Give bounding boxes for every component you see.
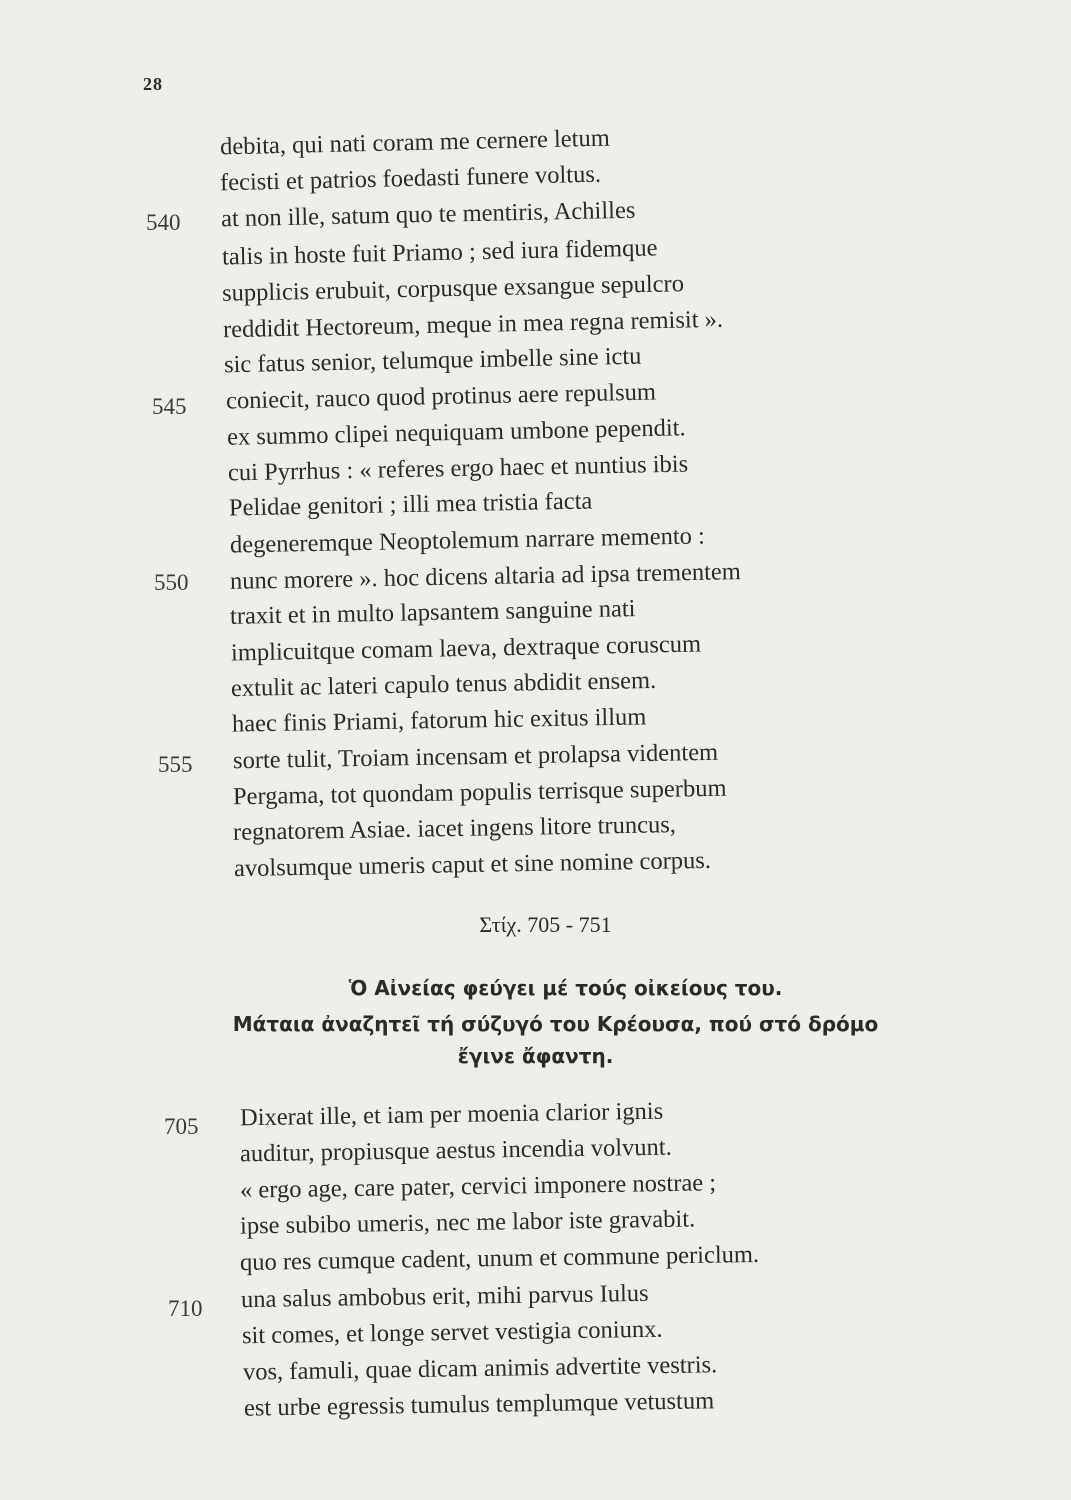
verse-line: debita, qui nati coram me cernere letum [219, 124, 611, 161]
verse-line: cui Pyrrhus : « referes ergo haec et nuntius ibis [227, 450, 689, 487]
greek-summary-line-3: ἔγινε ἄφαντη. [457, 1044, 614, 1068]
verse-line: sorte tulit, Troiam incensam et prolapsa videntem [232, 738, 719, 775]
verse-line: Dixerat ille, et iam per moenia clarior ignis [239, 1097, 664, 1132]
verse-line: reddidit Hectoreum, meque in mea regna remisit ». [222, 305, 724, 344]
verse-line: ex summo clipei nequiquam umbone pependit. [226, 414, 686, 451]
line-number: 545 [152, 394, 187, 419]
greek-summary-line-1: Ὁ Αἰνείας φεύγει μέ τούς οἰκείους του. [348, 976, 783, 1000]
verse-line: regnatorem Asiae. iacet ingens litore truncus, [232, 811, 677, 846]
verse-line: auditur, propiusque aestus incendia volvunt. [239, 1133, 672, 1168]
verse-line: sic fatus senior, telumque imbelle sine ictu [223, 342, 642, 379]
verse-line: quo res cumque cadent, unum et commune periclum. [239, 1240, 760, 1277]
verse-line: est urbe egressis tumulus templumque vetustum [243, 1387, 715, 1422]
verse-line: sit comes, et longe servet vestigia coniunx. [241, 1315, 663, 1350]
page-number: 28 [143, 74, 163, 94]
line-number: 540 [146, 210, 181, 235]
verse-line: Pelidae genitori ; illi mea tristia facta [228, 487, 593, 522]
verse-line: haec finis Priami, fatorum hic exitus illum [231, 703, 647, 738]
verse-line: coniecit, rauco quod protinus aere repulsum [225, 378, 657, 415]
greek-summary-line-2: Μάταια ἀναζητεῖ τή σύζυγό του Κρέουσα, πού στό δρόμο [232, 1012, 879, 1036]
verse-line: vos, famuli, quae dicam animis advertite vestris. [242, 1351, 718, 1386]
verse-line: degeneremque Neoptolemum narrare memento : [229, 522, 706, 559]
verse-line: at non ille, satum quo te mentiris, Achilles [220, 196, 636, 233]
line-number: 710 [168, 1296, 203, 1321]
line-number: 705 [164, 1114, 199, 1139]
verse-line: fecisti et patrios foedasti funere voltus. [219, 160, 602, 197]
verse-line: traxit et in multo lapsantem sanguine nati [229, 595, 636, 630]
verse-line: implicuitque comam laeva, dextraque coruscum [230, 630, 702, 667]
verse-line: Pergama, tot quondam populis terrisque superbum [232, 774, 727, 811]
verse-line: nunc morere ». hoc dicens altaria ad ipsa trementem [229, 558, 742, 595]
line-number: 555 [158, 752, 193, 777]
verse-line: avolsumque umeris caput et sine nomine corpus. [233, 846, 712, 883]
verse-line: extulit ac lateri capulo tenus abdidit ensem. [230, 666, 657, 703]
verse-line: ipse subibo umeris, nec me labor iste gravabit. [239, 1205, 696, 1240]
verse-line: talis in hoste fuit Priamo ; sed iura fidemque [221, 234, 658, 271]
verse-line: una salus ambobus erit, mihi parvus Iulus [240, 1279, 649, 1314]
stichoi-heading: Στίχ. 705 - 751 [479, 912, 612, 937]
verse-line: supplicis erubuit, corpusque exsangue sepulcro [221, 270, 685, 307]
verse-line: « ergo age, care pater, cervici imponere nostrae ; [239, 1169, 717, 1204]
line-number: 550 [154, 570, 189, 595]
